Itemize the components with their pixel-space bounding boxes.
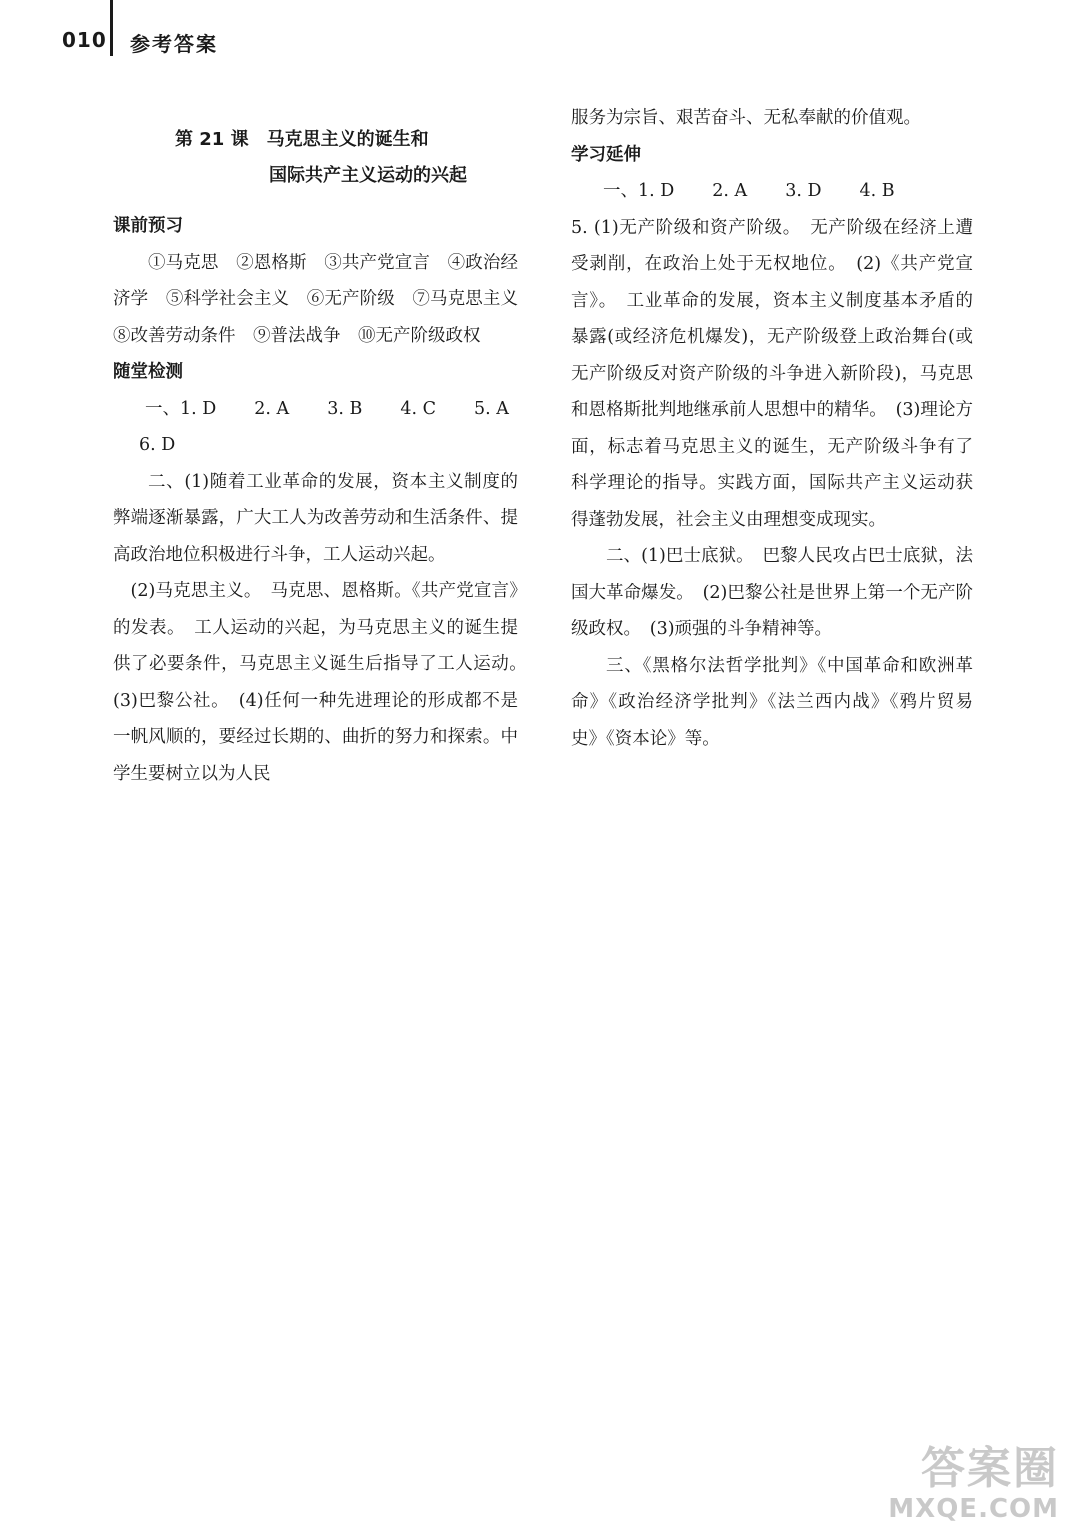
check-mc-1: 一、1. D	[145, 398, 217, 419]
lesson-title-line2: 国际共产主义运动的兴起	[269, 165, 467, 186]
page-header	[0, 0, 1075, 70]
watermark-url: MXQE.COM	[888, 1494, 1059, 1524]
page-number: 010	[62, 28, 107, 52]
extension-q5: 5. (1)无产阶级和资产阶级。 无产阶级在经济上遭受剥削，在政治上处于无权地位。 (2)《共产党宣言》。 工业革命的发展，资本主义制度基本矛盾的暴露(或经济危机爆发)，无产阶级登上政治舞台(或无产阶级反对资产阶级的斗争进入新阶段)，马克思和恩格斯批判地继承前人思想中的精华。 (3)理论方面，标志着马克思主义的诞生，无产阶级斗争有了科学理论的指导。实践方面，国际共产主义运动获得蓬勃发展，社会主义由理想变成现实。	[571, 217, 973, 530]
check-part2-end: 服务为宗旨、艰苦奋斗、无私奉献的价值观。	[571, 108, 921, 128]
right-column	[571, 100, 973, 757]
check-mc-2: 2. A	[254, 398, 290, 419]
check-part2-cont: (2)马克思主义。 马克思、恩格斯。《共产党宣言》的发表。 工人运动的兴起，为马克思主义的诞生提供了必要条件，马克思主义诞生后指导了工人运动。 (3)巴黎公社。 (4)任何一种先进理论的形成都不是一帆风顺的，要经过长期的、曲折的努力和探索。中学生要树立以为人民	[113, 581, 536, 784]
extension-mc-row	[571, 173, 973, 210]
header-divider	[110, 0, 113, 56]
left-column	[113, 100, 536, 792]
extension-part3: 三、《黑格尔法哲学批判》《中国革命和欧洲革命》《政治经济学批判》《法兰西内战》《鸦片贸易史》《资本论》等。	[571, 655, 973, 749]
check-mc-3: 3. B	[327, 398, 363, 419]
extension-heading: 学习延伸	[571, 144, 641, 165]
preview-answers: ①马克思 ②恩格斯 ③共产党宣言 ④政治经济学 ⑤科学社会主义 ⑥无产阶级 ⑦马克思主义 ⑧改善劳动条件 ⑨普法战争 ⑩无产阶级政权	[113, 252, 536, 346]
check-mc-row	[113, 391, 518, 428]
extension-mc-3: 3. D	[785, 181, 822, 201]
extension-mc-1: 一、1. D	[603, 181, 675, 201]
header-title: 参考答案	[130, 32, 218, 56]
check-mc-6: 6. D	[139, 435, 176, 455]
watermark	[869, 1444, 1059, 1528]
watermark-text: 答案圈	[921, 1443, 1059, 1494]
extension-mc-2: 2. A	[712, 181, 748, 201]
check-mc-5: 5. A	[473, 398, 509, 419]
check-mc-row-2	[113, 427, 518, 464]
lesson-title-line1: 第 21 课 马克思主义的诞生和	[175, 129, 429, 150]
extension-part2: 二、(1)巴士底狱。 巴黎人民攻占巴士底狱，法国大革命爆发。 (2)巴黎公社是世界上第一个无产阶级政权。 (3)顽强的斗争精神等。	[571, 546, 973, 639]
extension-mc-4: 4. B	[859, 181, 895, 201]
check-heading: 随堂检测	[113, 362, 183, 382]
preview-heading: 课前预习	[113, 216, 183, 236]
check-part2: 二、(1)随着工业革命的发展，资本主义制度的弊端逐渐暴露，广大工人为改善劳动和生活条件、提高政治地位积极进行斗争，工人运动兴起。	[113, 471, 518, 565]
check-mc-4: 4. C	[400, 398, 436, 419]
